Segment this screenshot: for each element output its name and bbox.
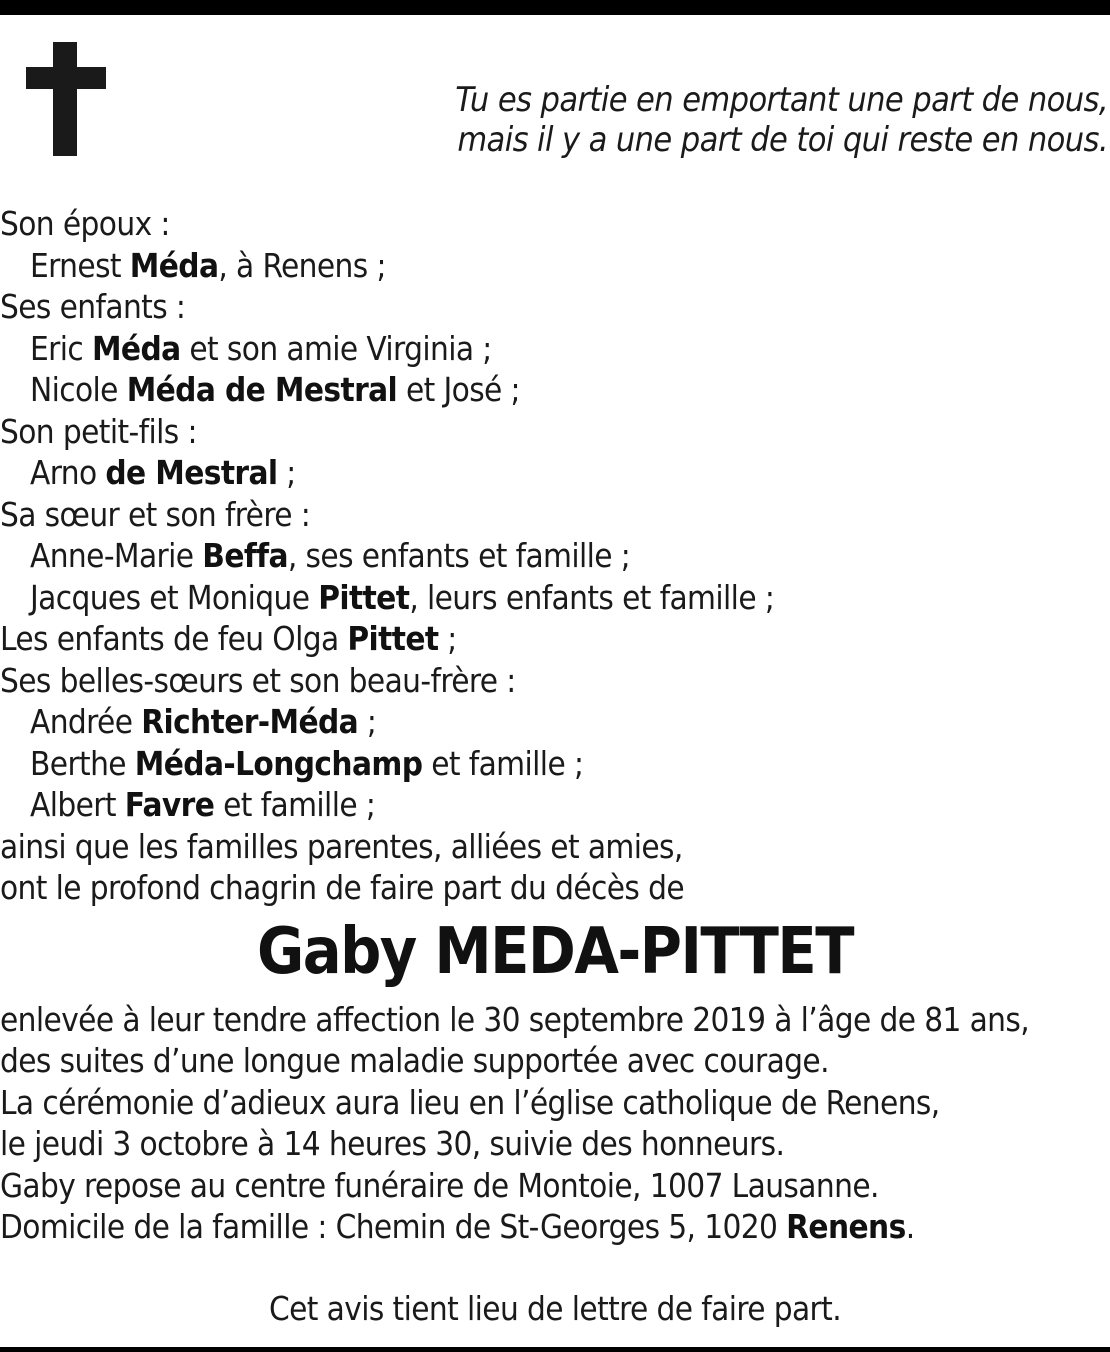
mourner-line: Jacques et Monique Pittet, leurs enfants et famille ;	[30, 577, 775, 617]
detail-line: le jeudi 3 octobre à 14 heures 30, suivie des honneurs.	[0, 1124, 785, 1163]
bottom-rule	[0, 1347, 1110, 1352]
mourner-line: Anne-Marie Beffa, ses enfants et famille ;	[30, 536, 631, 575]
top-rule	[0, 0, 1110, 15]
closing-note: Cet avis tient lieu de lettre de faire part.	[268, 1288, 842, 1328]
detail-line: des suites d’une longue maladie supportée avec courage.	[0, 1041, 829, 1080]
children-heading: Ses enfants :	[0, 287, 186, 326]
grandson-heading: Son petit-fils :	[0, 411, 197, 451]
mourner-line: Nicole Méda de Mestral et José ;	[30, 370, 520, 409]
epigraph-quote	[455, 80, 1108, 160]
spouse-heading: Son époux :	[0, 204, 170, 243]
quote-line: Tu es partie en emportant une part de nous,	[455, 80, 1108, 120]
mourner-line: Albert Favre et famille ;	[30, 785, 376, 824]
mourner-line: Eric Méda et son amie Virginia ;	[30, 328, 492, 368]
mourner-line: Andrée Richter-Méda ;	[30, 702, 377, 741]
detail-line: enlevée à leur tendre affection le 30 septembre 2019 à l’âge de 81 ans,	[0, 999, 1030, 1039]
inlaws-heading: Ses belles-sœurs et son beau-frère :	[0, 660, 516, 700]
siblings-heading: Sa sœur et son frère :	[0, 494, 311, 534]
mourner-line: Les enfants de feu Olga Pittet ;	[0, 619, 457, 658]
deceased-name: Gaby MEDA-PITTET	[256, 914, 854, 989]
detail-line: Gaby repose au centre funéraire de Montoie, 1007 Lausanne.	[0, 1165, 879, 1205]
notice-body	[0, 203, 1110, 1329]
announce-line: ont le profond chagrin de faire part du décès de	[0, 868, 685, 907]
others-line: ainsi que les familles parentes, alliées et amies,	[0, 826, 683, 866]
family-address: Domicile de la famille : Chemin de St-Georges 5, 1020 Renens.	[0, 1207, 915, 1246]
mourner-line: Ernest Méda, à Renens ;	[30, 245, 386, 285]
mourner-line: Berthe Méda-Longchamp et famille ;	[30, 743, 584, 783]
cross-icon	[26, 42, 106, 156]
mourner-line: Arno de Mestral ;	[30, 453, 296, 492]
quote-line: mais il y a une part de toi qui reste en nous.	[457, 120, 1108, 160]
detail-line: La cérémonie d’adieux aura lieu en l’église catholique de Renens,	[0, 1082, 940, 1122]
